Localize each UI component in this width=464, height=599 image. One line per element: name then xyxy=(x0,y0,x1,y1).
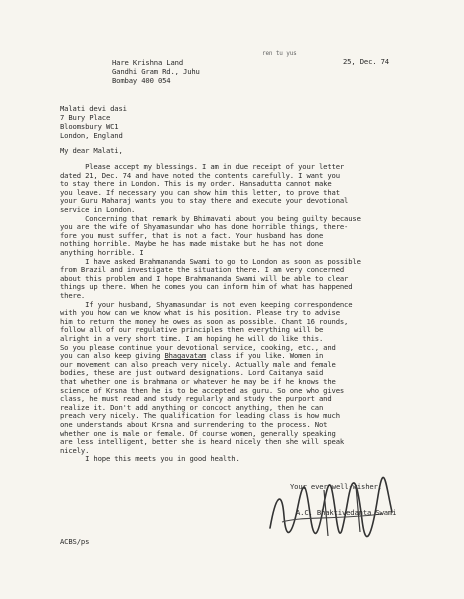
closing: Your ever well-wisher, xyxy=(290,482,382,491)
body-line: I have asked Brahmananda Swami to go to London as soon as possible xyxy=(60,256,361,266)
recipient-line-2: 7 Bury Place xyxy=(60,113,111,122)
recipient-line-1: Malati devi dasi xyxy=(60,104,127,113)
header-stamp: ren tu yus xyxy=(262,50,297,57)
body-line: our movement can also preach very nicely. Actually male and female xyxy=(60,359,336,369)
body-line: to stay there in London. This is my order. Hansadutta cannot make xyxy=(60,179,332,189)
body-line: So you please continue your devotional service, cooking, etc., and xyxy=(60,342,336,352)
body-line: that whether one is brahmana or whatever he may be if he knows the xyxy=(60,377,336,386)
body-line: are less intelligent, better she is heard nicely then she will speak xyxy=(60,437,345,447)
body-line: anything horrible. I xyxy=(60,248,144,257)
body-line: service in London. xyxy=(60,205,136,214)
sender-address-line-2: Gandhi Gram Rd., Juhu xyxy=(112,67,200,76)
body-line: there. xyxy=(60,291,86,300)
body-line: with you how can we know what is his position. Please try to advise xyxy=(60,308,340,318)
body-line: science of Krsna then he is to be accepted as guru. So one who gives xyxy=(60,385,345,395)
salutation: My dear Malati, xyxy=(60,146,123,155)
body-line: you leave. If necessary you can show him this letter, to prove that xyxy=(60,187,340,197)
body-line: you are the wife of Shyamasundar who has done horrible things, there- xyxy=(60,222,349,232)
sender-address-line-3: Bombay 400 054 xyxy=(112,76,171,85)
body-line: I hope this meets you in good health. xyxy=(60,454,240,464)
body-line: nothing horrible. Maybe he has made mistake but he has not done xyxy=(60,239,324,249)
body-line: from Brazil and investigate the situation there. I am very concerned xyxy=(60,265,345,275)
signer-name: A.C. Bhaktivedanta Swami xyxy=(296,508,397,517)
underlined-title: Bhagavatam xyxy=(164,351,207,361)
recipient-line-3: Bloomsbury WC1 xyxy=(60,122,119,131)
body-line: about this problem and I hope Brahmananda Swami will be able to clear xyxy=(60,273,349,283)
body-line: If your husband, Shyamasundar is not even keeping correspondence xyxy=(60,299,353,309)
body-line-lead: you can also keep giving xyxy=(60,351,165,361)
body-line: him to return the money he owes as soon as possible. Chant 16 rounds, xyxy=(60,316,349,326)
letter-date: 25, Dec. 74 xyxy=(343,57,389,66)
typist-initials: ACBS/ps xyxy=(60,537,90,546)
body-line: fore you must suffer, that is not a fact. Your husband has done xyxy=(60,230,324,240)
body-line: follow all of our regulative principles then everything will be xyxy=(60,325,324,335)
body-line: whether one is male or female. Of course women, generally speaking xyxy=(60,428,336,438)
recipient-line-4: London, England xyxy=(60,131,123,140)
body-line: Please accept my blessings. I am in due receipt of your letter xyxy=(60,162,345,171)
body-line: nicely. xyxy=(60,445,90,455)
body-line: dated 21, Dec. 74 and have noted the contents carefully. I want you xyxy=(60,170,340,180)
body-line: things up there. When he comes you can inform him of what has happened xyxy=(60,282,353,292)
sender-address-line-1: Hare Krishna Land xyxy=(112,58,184,67)
body-line: class, he must read and study regularly and study the purport and xyxy=(60,394,332,404)
body-line: alright in a very short time. I am hoping he will do like this. xyxy=(60,334,324,343)
body-line: your Guru Maharaj wants you to stay there and execute your devotional xyxy=(60,196,349,206)
body-line: preach very nicely. The qualification for leading class is how much xyxy=(60,411,340,421)
body-line: bodies, these are just outward designations. Lord Caitanya said xyxy=(60,368,324,378)
body-line-rest: class if you like. Women in xyxy=(206,351,324,361)
body-line: Concerning that remark by Bhimavati about you being guilty because xyxy=(60,213,361,223)
body-line: one understands about Krsna and surrendering to the process. Not xyxy=(60,420,328,429)
body-line: realize it. Don't add anything or concoct anything, then he can xyxy=(60,402,324,412)
